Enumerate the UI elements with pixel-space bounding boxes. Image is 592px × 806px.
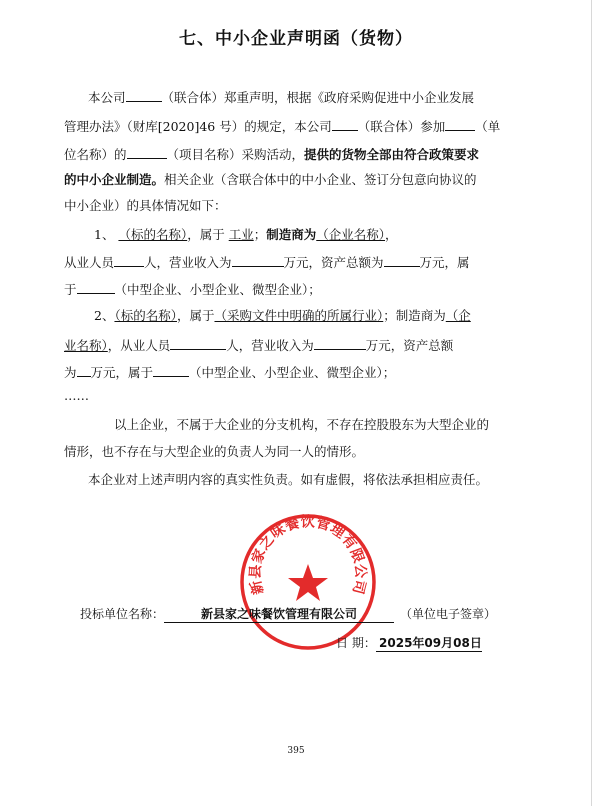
text: （联合体）参加 xyxy=(357,119,446,134)
bidder-line xyxy=(80,606,496,623)
star-icon xyxy=(288,564,328,601)
text: ，属于 xyxy=(176,308,215,323)
bidder-name: 新县家之味餐饮管理有限公司 xyxy=(201,607,358,621)
date-line xyxy=(336,635,482,652)
text: 万元，属 xyxy=(419,255,470,270)
company-name: （企业名称） xyxy=(316,227,386,242)
text: 人，营业收入为 xyxy=(144,255,232,270)
text: 中小企业）的具体情况如下： xyxy=(64,198,227,213)
industry: 工业 xyxy=(228,227,254,242)
text: 管理办法》（财库[2020]46 号）的规定，本公司 xyxy=(64,119,332,134)
blank-field xyxy=(153,364,189,377)
subject-name: （标的名称） xyxy=(118,227,188,242)
blank-field xyxy=(77,364,91,377)
industry: （采购文件中明确的所属行业） xyxy=(214,308,384,323)
date-label: 日 期： xyxy=(336,636,376,650)
item-1-line-3 xyxy=(64,281,321,298)
bidder-label: 投标单位名称： xyxy=(80,607,165,621)
seal-text: 新县家之味餐饮管理有限公司 xyxy=(247,514,369,597)
text: 为 xyxy=(64,365,77,380)
text: 本公司 xyxy=(88,90,126,105)
text: （联合体）郑重声明，根据《政府采购促进中小企业发展 xyxy=(161,90,475,105)
intro-line-4 xyxy=(64,172,477,188)
company-seal xyxy=(238,512,378,652)
ellipsis: …… xyxy=(64,388,89,403)
blank-field xyxy=(127,146,167,159)
company-name: 业名称） xyxy=(64,338,108,353)
text: 万元，属于 xyxy=(90,365,154,380)
blank-field xyxy=(384,254,420,267)
text: ； xyxy=(253,227,267,242)
date-field xyxy=(376,635,482,652)
blank-field xyxy=(126,89,162,102)
sign-note: （单位电子签章） xyxy=(400,607,497,621)
text: （项目名称）采购活动， xyxy=(166,147,305,162)
text: ，从业人员 xyxy=(107,338,171,353)
bold-text: 制造商为 xyxy=(266,227,317,242)
blank-field xyxy=(332,118,358,131)
blank-field xyxy=(314,337,366,350)
intro-line-2 xyxy=(64,118,500,135)
text: （单 xyxy=(475,119,501,134)
item-1-line-1 xyxy=(94,227,398,243)
bidder-name-field xyxy=(164,606,394,623)
item-2-line-3 xyxy=(64,364,395,381)
closing-line-1: 以上企业，不属于大企业的分支机构，不存在控股股东为大型企业的 xyxy=(114,417,490,432)
bold-text: 提供的货物全部由符合政策要求 xyxy=(304,147,480,162)
closing-line-2: 情形，也不存在与大型企业的负责人为同一人的情形。 xyxy=(64,444,365,459)
text: 相关企业（含联合体中的中小企业、签订分包意向协议的 xyxy=(164,172,477,187)
text: 位名称）的 xyxy=(64,147,127,162)
blank-field xyxy=(232,254,284,267)
item-number: 1、 xyxy=(94,227,115,242)
company-name: （企 xyxy=(445,308,471,323)
text: 万元，资产总额为 xyxy=(283,255,384,270)
blank-field xyxy=(445,118,475,131)
bold-text: 的中小企业制造。 xyxy=(64,172,165,187)
intro-line-5 xyxy=(64,198,227,214)
text: 于 xyxy=(64,282,77,297)
intro-line-1 xyxy=(88,89,474,106)
text: 万元，资产总额 xyxy=(365,338,454,353)
text: ， xyxy=(385,227,398,242)
text: ；制造商为 xyxy=(383,308,446,323)
closing-line-3: 本企业对上述声明内容的真实性负责。如有虚假，将依法承担相应责任。 xyxy=(88,472,489,487)
item-number: 2、 xyxy=(94,308,115,323)
blank-field xyxy=(77,281,115,294)
blank-field xyxy=(114,254,144,267)
blank-field xyxy=(170,337,226,350)
text: ，属于 xyxy=(187,227,225,242)
intro-line-3 xyxy=(64,146,479,163)
item-2-line-2 xyxy=(64,337,453,354)
item-1-line-2 xyxy=(64,254,470,271)
text: （中型企业、小型企业、微型企业）； xyxy=(189,365,396,380)
page-title: 七、中小企业声明函（货物） xyxy=(179,29,413,49)
text: 从业人员 xyxy=(64,255,115,270)
page-number: 395 xyxy=(287,746,305,756)
text: （中型企业、小型企业、微型企业）； xyxy=(114,282,321,297)
date-value: 2025年09月08日 xyxy=(379,636,482,650)
item-2-line-1 xyxy=(94,308,471,324)
text: 人，营业收入为 xyxy=(226,338,314,353)
subject-name: （标的名称） xyxy=(114,308,177,323)
